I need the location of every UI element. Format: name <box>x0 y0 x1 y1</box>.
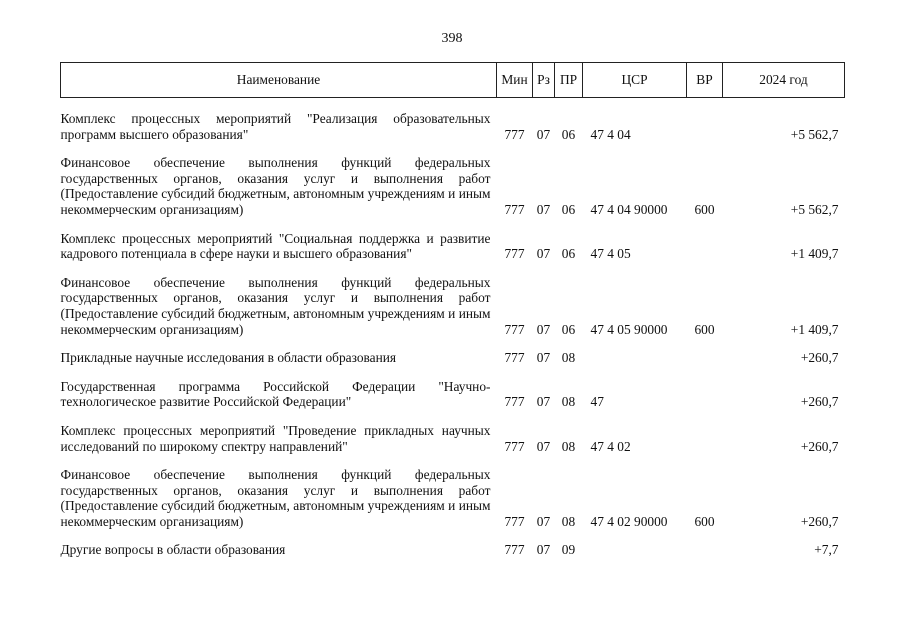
row-amount: +7,7 <box>814 542 839 558</box>
table-row <box>61 275 845 337</box>
row-spacer <box>61 529 845 542</box>
row-amount: +260,7 <box>800 394 839 410</box>
table-row <box>61 111 845 142</box>
row-rz: 07 <box>536 350 551 366</box>
row-spacer <box>61 366 845 379</box>
row-csr: 47 4 05 90000 <box>590 321 668 337</box>
row-amount: +1 409,7 <box>790 246 839 262</box>
row-name: Государственная программа Российской Федерации "Научно-технологическое развитие Российской Федерации" <box>60 378 491 410</box>
row-spacer <box>61 262 845 275</box>
row-spacer <box>61 410 845 423</box>
row-amount: +5 562,7 <box>790 126 839 142</box>
row-rz: 07 <box>536 126 551 142</box>
row-rz: 07 <box>536 394 551 410</box>
row-pr: 08 <box>561 394 576 410</box>
row-vr <box>687 350 723 366</box>
row-min: 777 <box>504 542 525 558</box>
row-name: Финансовое обеспечение выполнения функций федеральных государственных органов, оказания услуг и выполнения работ (Предоставление субсидий бюджетным, автономным учреждениям и иным некоммерческим организациям) <box>60 467 491 529</box>
row-csr: 47 <box>590 394 604 410</box>
table-row <box>61 155 845 217</box>
row-pr: 06 <box>561 126 576 142</box>
row-vr: 600 <box>694 321 715 337</box>
header-rz: Рз <box>533 63 555 98</box>
row-rz: 07 <box>536 542 551 558</box>
row-csr: 47 4 04 90000 <box>590 201 668 217</box>
row-min: 777 <box>504 201 525 217</box>
row-vr: 600 <box>694 513 715 529</box>
row-vr <box>687 111 723 142</box>
row-csr <box>583 350 687 366</box>
row-pr: 09 <box>561 542 576 558</box>
row-rz: 07 <box>536 321 551 337</box>
table-row <box>61 350 845 366</box>
row-spacer-cell <box>61 142 845 155</box>
budget-table <box>60 62 845 558</box>
row-vr <box>687 231 723 262</box>
row-name: Финансовое обеспечение выполнения функций федеральных государственных органов, оказания услуг и выполнения работ (Предоставление субсидий бюджетным, автономным учреждениям и иным некоммерческим организациям) <box>60 274 491 337</box>
row-pr: 08 <box>561 438 576 454</box>
table-row <box>61 231 845 262</box>
row-vr <box>687 542 723 558</box>
row-pr: 08 <box>561 513 576 529</box>
row-rz: 07 <box>536 438 551 454</box>
row-spacer-cell <box>61 410 845 423</box>
page-number: 398 <box>441 31 463 46</box>
row-csr: 47 4 05 <box>590 246 631 262</box>
row-name: Прикладные научные исследования в области образования <box>60 350 397 366</box>
row-pr: 06 <box>561 201 576 217</box>
row-rz: 07 <box>536 201 551 217</box>
row-spacer-cell <box>61 262 845 275</box>
row-amount: +260,7 <box>800 513 839 529</box>
row-spacer <box>61 142 845 155</box>
row-rz: 07 <box>536 246 551 262</box>
row-spacer-cell <box>61 98 845 112</box>
row-min: 777 <box>504 126 525 142</box>
row-csr: 47 4 04 <box>590 126 631 142</box>
row-pr: 08 <box>561 350 576 366</box>
header-name: Наименование <box>61 63 497 98</box>
row-spacer-cell <box>61 337 845 350</box>
header-pr: ПР <box>555 63 583 98</box>
row-name: Другие вопросы в области образования <box>60 542 286 558</box>
table-body <box>61 98 845 559</box>
table-header <box>61 63 845 98</box>
table-row <box>61 542 845 558</box>
row-min: 777 <box>504 321 525 337</box>
table-row <box>61 423 845 454</box>
row-vr <box>687 379 723 410</box>
row-min: 777 <box>504 438 525 454</box>
row-spacer <box>61 218 845 231</box>
row-name: Комплекс процессных мероприятий "Проведение прикладных научных исследований по широкому спектру направлений" <box>60 422 491 454</box>
header-min: Мин <box>497 63 533 98</box>
row-rz: 07 <box>536 513 551 529</box>
row-amount: +5 562,7 <box>790 201 839 217</box>
row-min: 777 <box>504 394 525 410</box>
row-csr <box>583 542 687 558</box>
row-spacer <box>61 337 845 350</box>
row-csr: 47 4 02 90000 <box>590 513 668 529</box>
row-name: Комплекс процессных мероприятий "Реализация образовательных программ высшего образования" <box>60 111 491 142</box>
row-spacer-cell <box>61 529 845 542</box>
row-name: Финансовое обеспечение выполнения функций федеральных государственных органов, оказания услуг и выполнения работ (Предоставление субсидий бюджетным, автономным учреждениям и иным некоммерческим организациям) <box>60 155 491 217</box>
table-row <box>61 467 845 529</box>
table-row <box>61 379 845 410</box>
row-min: 777 <box>504 246 525 262</box>
header-year: 2024 год <box>723 63 845 98</box>
row-min: 777 <box>504 513 525 529</box>
row-name: Комплекс процессных мероприятий "Социальная поддержка и развитие кадрового потенциала в сфере науки и высшего образования" <box>60 230 491 262</box>
row-spacer-cell <box>61 454 845 467</box>
header-vr: ВР <box>687 63 723 98</box>
row-min: 777 <box>504 350 525 366</box>
row-pr: 06 <box>561 246 576 262</box>
row-spacer-cell <box>61 366 845 379</box>
row-amount: +1 409,7 <box>790 321 839 337</box>
row-vr: 600 <box>694 201 715 217</box>
row-csr: 47 4 02 <box>590 438 631 454</box>
row-amount: +260,7 <box>800 350 839 366</box>
row-vr <box>687 423 723 454</box>
row-pr: 06 <box>561 321 576 337</box>
row-spacer-cell <box>61 218 845 231</box>
header-csr: ЦСР <box>583 63 687 98</box>
row-spacer <box>61 98 845 112</box>
row-amount: +260,7 <box>800 438 839 454</box>
row-spacer <box>61 454 845 467</box>
